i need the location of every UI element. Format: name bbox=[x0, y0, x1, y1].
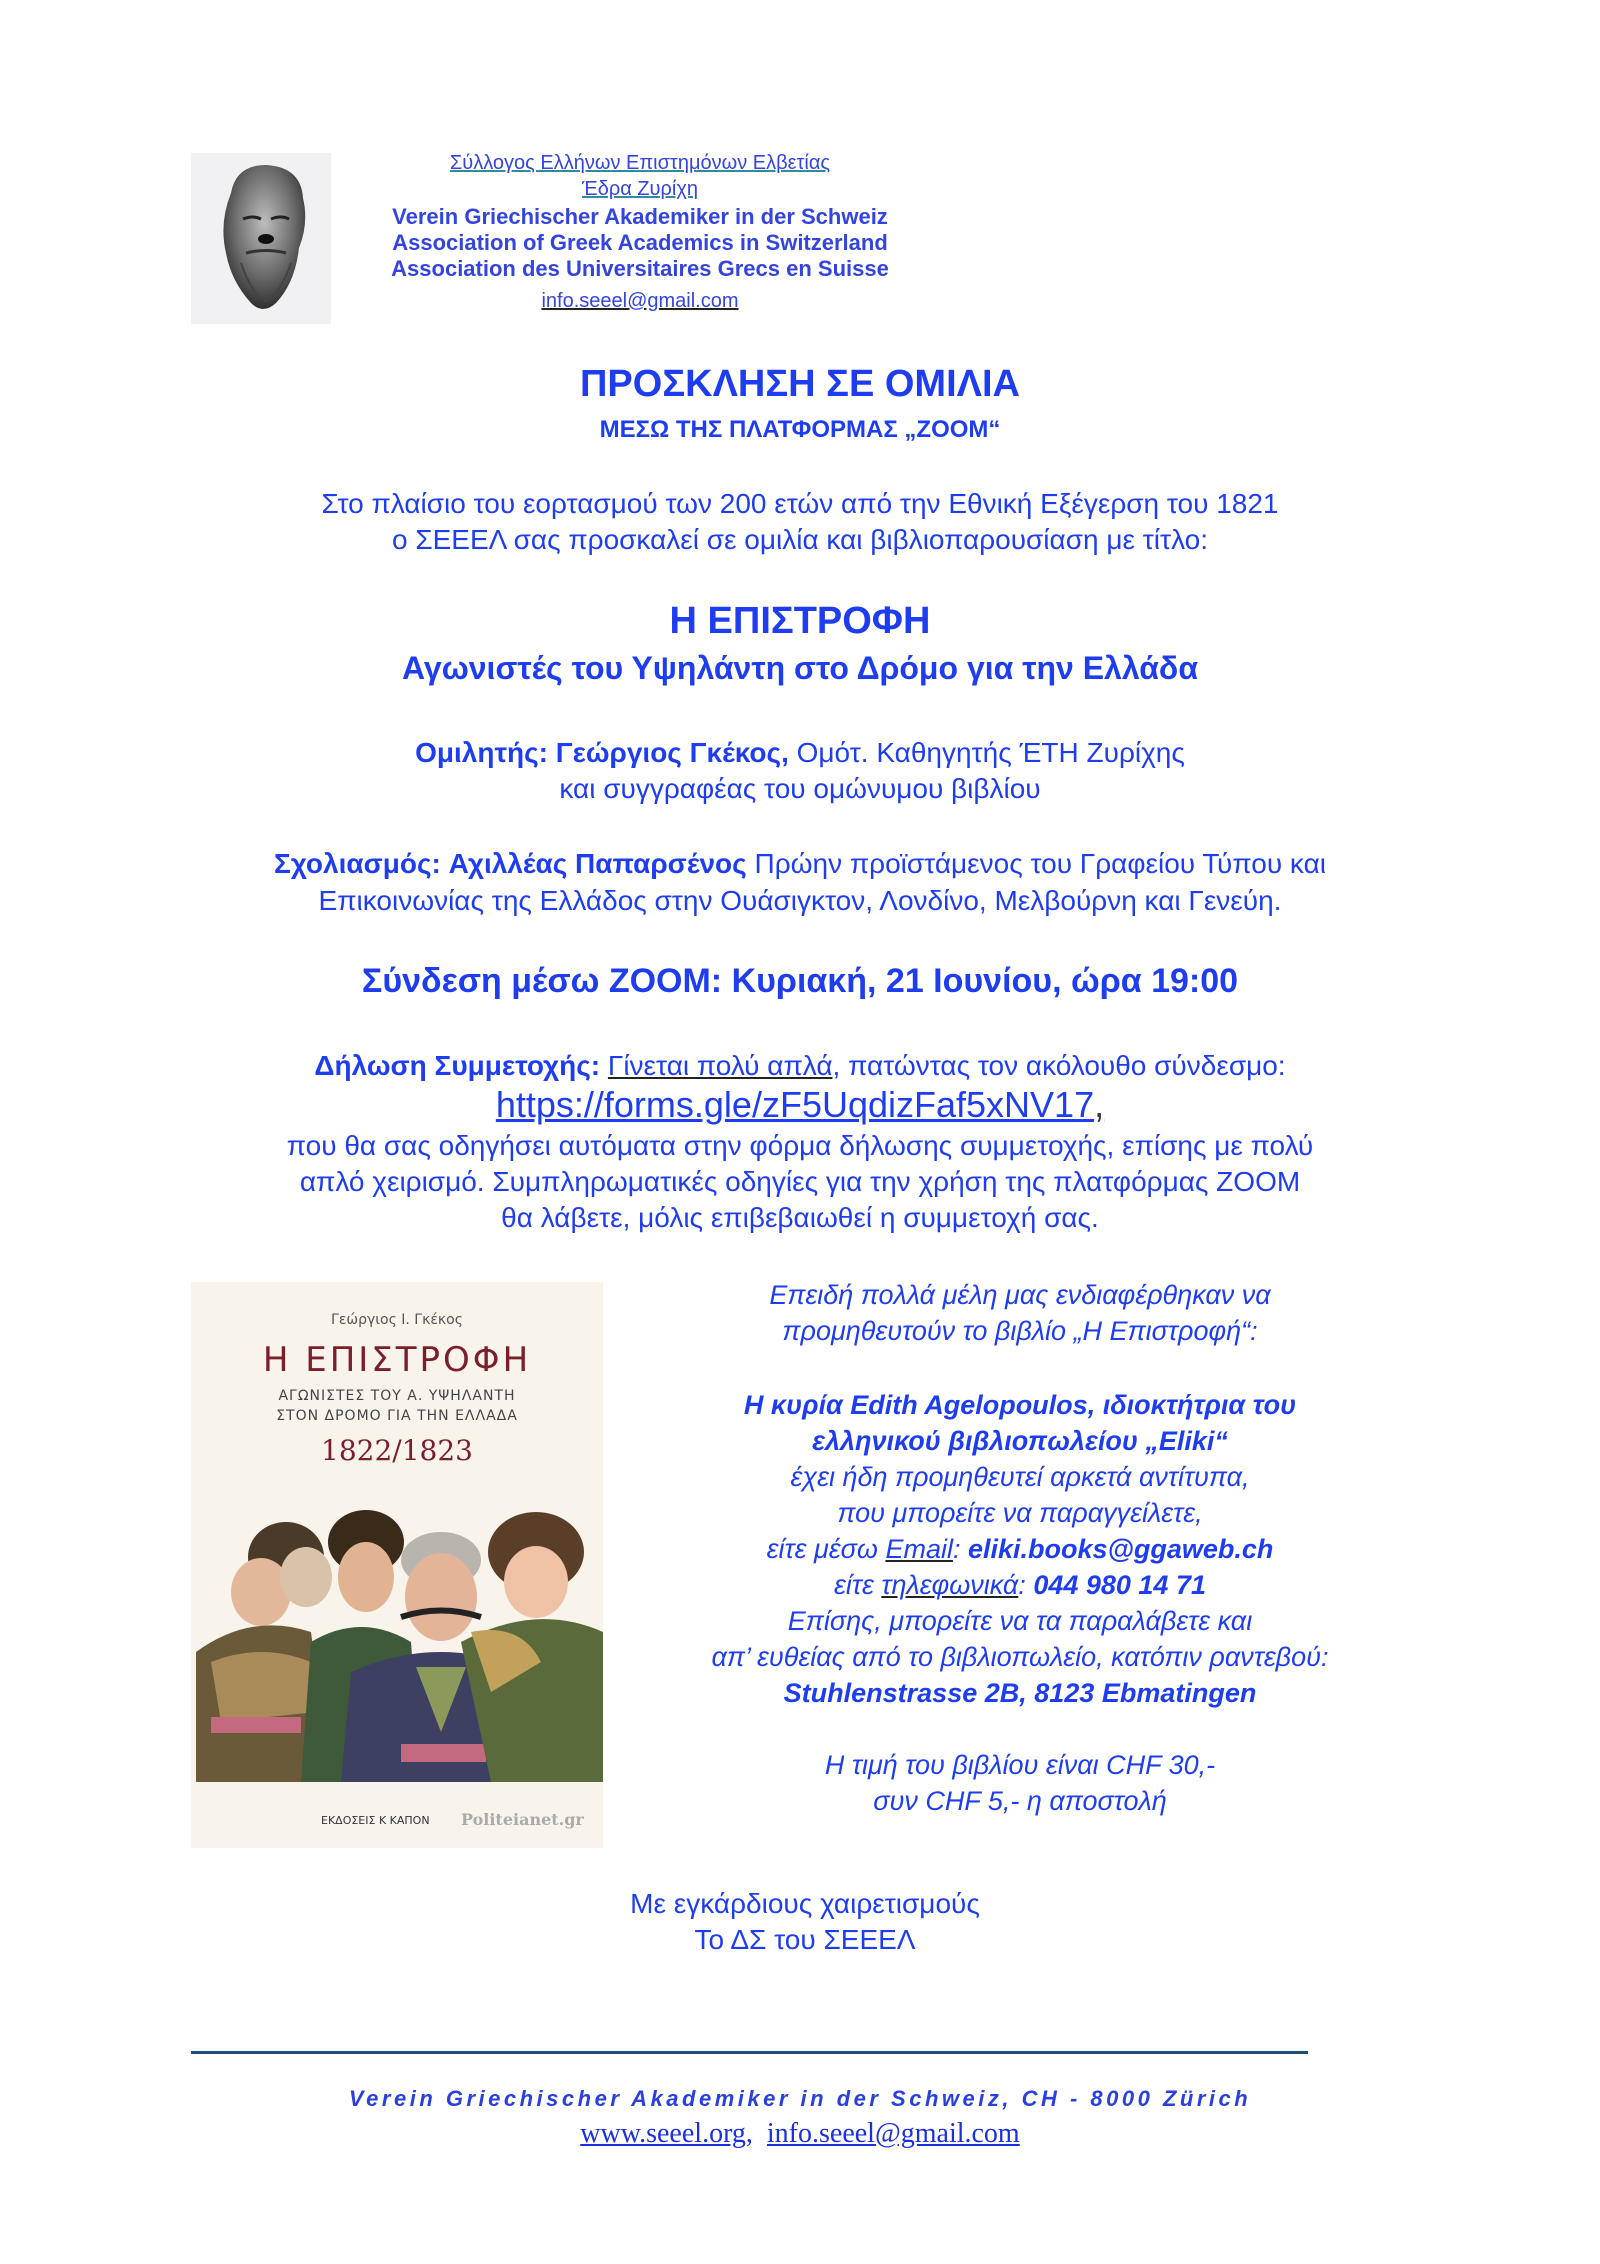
purchase-pickup-line-2: απ’ ευθείας από το βιβλιοπωλείο, κατόπιν ραντεβού: bbox=[711, 1642, 1329, 1672]
book-cover-years: 1822/1823 bbox=[321, 1434, 473, 1467]
registration-info-line-3: θα λάβετε, μόλις επιβεβαιωθεί η συμμετοχή σας. bbox=[501, 1202, 1099, 1233]
footer-address: Verein Griechischer Akademiker in der Schweiz, CH - 8000 Zürich bbox=[348, 2086, 1252, 2111]
registration-line bbox=[0, 1050, 1600, 1082]
intro-line-2: ο ΣΕΕΕΛ σας προσκαλεί σε ομιλία και βιβλιοπαρουσίαση με τίτλο: bbox=[391, 524, 1209, 555]
german-association-name: Verein Griechischer Akademiker in der Schweiz bbox=[392, 204, 888, 229]
purchase-intro-line-2: προμηθευτούν το βιβλίο „Η Επιστροφή“: bbox=[782, 1316, 1258, 1346]
footer-links: www.seeel.org, info.seeel@gmail.com bbox=[580, 2118, 1020, 2149]
header-email-link[interactable]: info.seeel@gmail.com bbox=[541, 290, 739, 312]
speaker-role: Ομότ. Καθηγητής ΈΤΗ Ζυρίχης bbox=[788, 737, 1185, 768]
purchase-email-line: είτε μέσω Email: eliki.books@ggaweb.ch bbox=[766, 1534, 1274, 1564]
commentary-role: Πρώην προϊστάμενος του Γραφείου Τύπου και bbox=[746, 848, 1326, 879]
bookshop-email[interactable]: eliki.books@ggaweb.ch bbox=[967, 1534, 1274, 1564]
footer-email-link[interactable]: info.seeel@gmail.com bbox=[766, 2118, 1020, 2149]
registration-form-link-row bbox=[0, 1084, 1600, 1126]
purchase-stock-line-1: έχει ήδη προμηθευτεί αρκετά αντίτυπα, bbox=[790, 1462, 1250, 1492]
invitation-subtitle: ΜΕΣΩ ΤΗΣ ΠΛΑΤΦΟΡΜΑΣ „ZOOM“ bbox=[599, 416, 1001, 443]
purchase-phone-line: είτε τηλεφωνικά: 044 980 14 71 bbox=[834, 1570, 1206, 1600]
closing-greeting: Με εγκάρδιους χαιρετισμούς bbox=[630, 1888, 980, 1919]
registration-info-line-2: απλό χειρισμό. Συμπληρωματικές οδηγίες για την χρήση της πλατφόρμας ZOOM bbox=[299, 1166, 1301, 1197]
socrates-bust-logo bbox=[191, 153, 331, 324]
book-cover-publisher: ΕΚΔΟΣΕΙΣ K ΚΑΠΟΝ bbox=[321, 1814, 430, 1827]
invitation-title: ΠΡΟΣΚΛΗΣΗ ΣΕ ΟΜΙΛΙΑ bbox=[579, 363, 1020, 405]
socrates-bust-icon bbox=[191, 153, 331, 324]
purchase-seller-line-2: ελληνικού βιβλιοπωλείου „Eliki“ bbox=[812, 1426, 1228, 1456]
english-association-name: Association of Greek Academics in Switzerland bbox=[392, 230, 888, 255]
purchase-stock-line-2: που μπορείτε να παραγγείλετε, bbox=[837, 1498, 1203, 1528]
email-label-link[interactable]: Email bbox=[885, 1534, 953, 1564]
purchase-seller-line-1: Η κυρία Edith Agelopoulos, ιδιοκτήτρια του bbox=[743, 1390, 1297, 1420]
event-datetime: Σύνδεση μέσω ZOOM: Κυριακή, 21 Ιουνίου, ώρα 19:00 bbox=[361, 962, 1239, 1000]
talk-subtitle: Αγωνιστές του Υψηλάντη στο Δρόμο για την Ελλάδα bbox=[402, 650, 1198, 686]
book-cover-subtitle-1: ΑΓΩΝΙΣΤΕΣ ΤΟΥ Α. ΥΨΗΛΑΝΤΗ bbox=[278, 1388, 516, 1404]
phone-label-link[interactable]: τηλεφωνικά bbox=[881, 1570, 1019, 1600]
book-cover-watermark: Politeianet.gr bbox=[461, 1810, 584, 1829]
intro-line-1: Στο πλαίσιο του εορτασμού των 200 ετών από την Εθνική Εξέγερση του 1821 bbox=[321, 488, 1279, 519]
registration-info-line-1: που θα σας οδηγήσει αυτόματα στην φόρμα δήλωσης συμμετοχής, επίσης με πολύ bbox=[286, 1130, 1314, 1161]
bookshop-address: Stuhlenstrasse 2B, 8123 Ebmatingen bbox=[783, 1678, 1257, 1708]
form-link-comma: , bbox=[1094, 1084, 1105, 1125]
commentary-role-line-2: Επικοινωνίας της Ελλάδος στην Ουάσιγκτον, Λονδίνο, Μελβούρνη και Γενεύη. bbox=[318, 885, 1282, 916]
book-price-line-2: συν CHF 5,- η αποστολή bbox=[873, 1786, 1167, 1816]
bookshop-phone: 044 980 14 71 bbox=[1033, 1570, 1206, 1600]
purchase-intro-line-1: Επειδή πολλά μέλη μας ενδιαφέρθηκαν να bbox=[769, 1280, 1271, 1310]
talk-title: Η ΕΠΙΣΤΡΟΦΗ bbox=[669, 600, 931, 642]
registration-instruction: , πατώντας τον ακόλουθο σύνδεσμο: bbox=[832, 1050, 1286, 1081]
greek-association-name[interactable]: Σύλλογος Ελλήνων Επιστημόνων Ελβετίας bbox=[449, 152, 831, 174]
purchase-pickup-line-1: Επίσης, μπορείτε να τα παραλάβετε και bbox=[787, 1606, 1253, 1636]
speaker-name: Γεώργιος Γκέκος, bbox=[555, 737, 789, 768]
book-cover-title: Η ΕΠΙΣΤΡΟΦΗ bbox=[262, 1340, 532, 1380]
registration-form-link[interactable]: https://forms.gle/zF5UqdizFaf5xNV17 bbox=[495, 1084, 1095, 1125]
speaker-label: Ομιλητής: bbox=[415, 737, 548, 768]
footer-divider bbox=[191, 2051, 1308, 2054]
commentary-line bbox=[0, 848, 1600, 880]
commentary-label: Σχολιασμός: bbox=[274, 848, 441, 879]
greek-association-seat[interactable]: Έδρα Ζυρίχη bbox=[582, 178, 698, 200]
book-cover-author: Γεώργιος Ι. Γκέκος bbox=[331, 1312, 463, 1328]
book-cover-image bbox=[191, 1282, 603, 1848]
registration-easy-link[interactable]: Γίνεται πολύ απλά bbox=[607, 1050, 833, 1081]
french-association-name: Association des Universitaires Grecs en Suisse bbox=[391, 256, 889, 281]
footer-website-link[interactable]: www.seeel.org bbox=[580, 2118, 746, 2149]
closing-signature: Το ΔΣ του ΣΕΕΕΛ bbox=[694, 1924, 916, 1955]
speaker-role-line-2: και συγγραφέας του ομώνυμου βιβλίου bbox=[559, 773, 1041, 804]
commentary-name: Αχιλλέας Παπαρσένος bbox=[448, 848, 747, 879]
registration-label: Δήλωση Συμμετοχής: bbox=[314, 1050, 601, 1081]
speaker-line bbox=[0, 737, 1600, 769]
book-price-line-1: Η τιμή του βιβλίου είναι CHF 30,- bbox=[824, 1750, 1216, 1780]
book-cover-portraits-illustration bbox=[191, 1482, 603, 1782]
book-cover-subtitle-2: ΣΤΟΝ ΔΡΟΜΟ ΓΙΑ ΤΗΝ ΕΛΛΑΔΑ bbox=[276, 1408, 518, 1424]
